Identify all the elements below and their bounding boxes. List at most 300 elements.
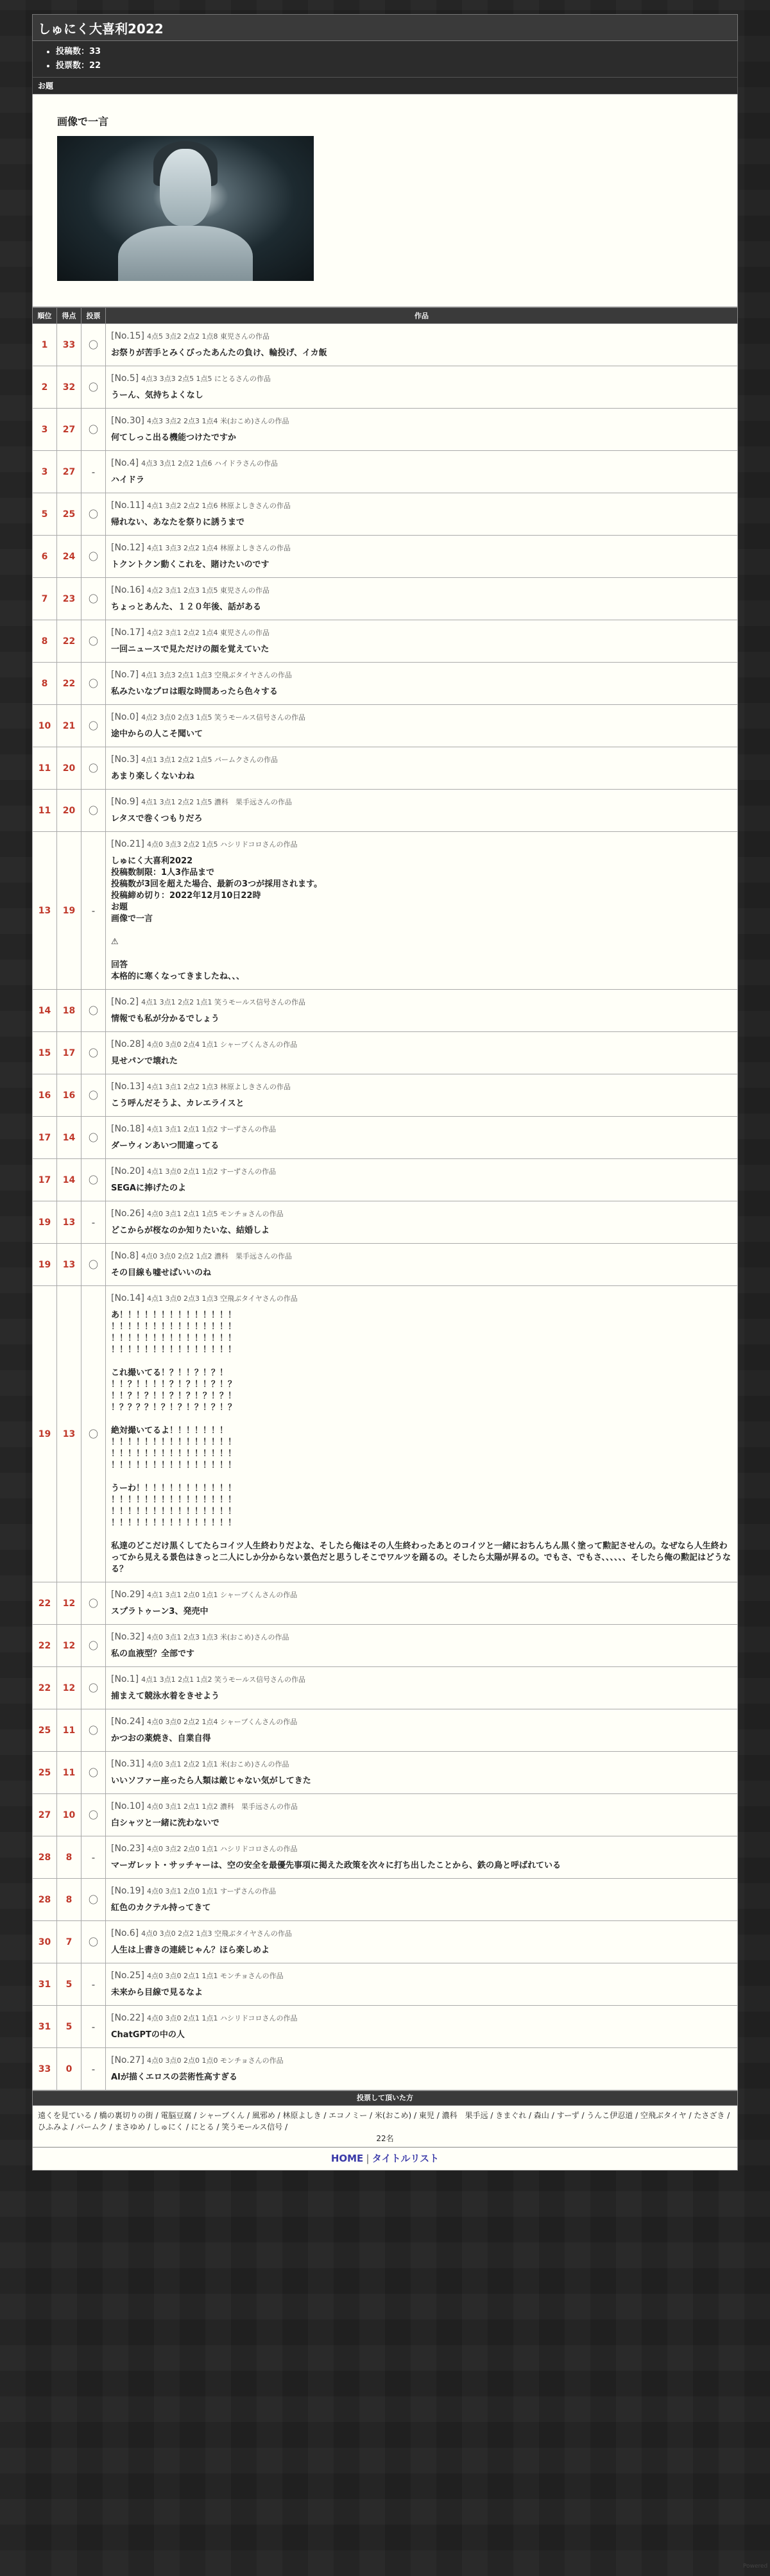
vote-status-cell: - bbox=[81, 1963, 106, 2006]
work-text: 紅色のカクテル持ってきて bbox=[111, 1903, 211, 1913]
stats-panel bbox=[32, 41, 738, 78]
vote-status-cell: - bbox=[81, 832, 106, 990]
work-meta bbox=[111, 1165, 732, 1178]
rank-cell: 22 bbox=[33, 1625, 57, 1667]
table-row bbox=[33, 1921, 738, 1963]
table-row bbox=[33, 832, 738, 990]
work-text: いいソファー座ったら人類は敵じゃない気がしてきた bbox=[111, 1776, 311, 1786]
table-row bbox=[33, 1286, 738, 1582]
voters-panel bbox=[32, 2106, 738, 2148]
rank-cell: 25 bbox=[33, 1709, 57, 1752]
work-text: あまり楽しくないわね bbox=[111, 772, 195, 781]
vote-status-cell: 〇 bbox=[81, 578, 106, 620]
points-cell: 8 bbox=[57, 1879, 81, 1921]
work-score-author: 4点0 3点1 2点1 1点2 濃科 果手远さんの作品 bbox=[146, 1802, 298, 1811]
rank-cell: 7 bbox=[33, 578, 57, 620]
rank-cell: 6 bbox=[33, 536, 57, 578]
work-meta bbox=[111, 1716, 732, 1728]
rank-cell: 17 bbox=[33, 1159, 57, 1201]
vote-status-cell: 〇 bbox=[81, 705, 106, 747]
work-cell bbox=[106, 451, 738, 493]
vote-status-cell: 〇 bbox=[81, 990, 106, 1032]
work-meta bbox=[111, 415, 732, 427]
vote-status-cell: 〇 bbox=[81, 493, 106, 536]
rank-cell: 8 bbox=[33, 663, 57, 705]
work-number: [No.7] bbox=[111, 670, 139, 680]
work-score-author: 4点1 3点1 2点0 1点1 シャーブくんさんの作品 bbox=[146, 1591, 298, 1599]
work-meta bbox=[111, 584, 732, 597]
table-row bbox=[33, 1244, 738, 1286]
work-cell bbox=[106, 324, 738, 366]
work-cell bbox=[106, 1709, 738, 1752]
vote-status-cell: 〇 bbox=[81, 1032, 106, 1074]
work-score-author: 4点0 3点0 2点2 1点2 濃科 果手远さんの作品 bbox=[141, 1252, 293, 1260]
vote-status-cell: - bbox=[81, 1836, 106, 1879]
work-number: [No.26] bbox=[111, 1208, 144, 1219]
work-cell bbox=[106, 366, 738, 409]
work-text: AIが描くエロスの芸術性高すぎる bbox=[111, 2072, 237, 2082]
work-cell bbox=[106, 1667, 738, 1709]
work-text: 捕まえて競泳水着をきせよう bbox=[111, 1691, 220, 1701]
points-cell: 32 bbox=[57, 366, 81, 409]
table-row bbox=[33, 790, 738, 832]
points-cell: 21 bbox=[57, 705, 81, 747]
table-row bbox=[33, 366, 738, 409]
work-cell bbox=[106, 1582, 738, 1625]
work-meta bbox=[111, 711, 732, 724]
work-number: [No.30] bbox=[111, 416, 144, 426]
points-cell: 8 bbox=[57, 1836, 81, 1879]
points-cell: 20 bbox=[57, 790, 81, 832]
work-text: あ！！！！！！！！！！！！！！ ！！！！！！！！！！！！！！！ ！！！！！！！！！！！！！！！ ！！！！！！！！！！！！！！！ これ撮いてる！？！！？！？！ ！！？！！！！？！？！！？！？ ！！？！？！！？！？！？！？！ ！？？？？！？！？！？！？！？ 絶対撮いてるよ！！！！！！！ ！！！！！！！！！！！！！！！ ！！！！！！！！！！！！！！！ ！！！！！！！！！！！！！！！ うーわ！！！！！！！！！！！！ ！！！！！！！！！！！！！！！ ！！！！！！！！！！！！！！！ ！！！！！！！！！！！！！！！ 私達のどこだけ黒くしてたらコイツ人生終わりだよな、そしたら俺はその人生終わったあとのコイツと一緒におちんちん黒く塗って勲記させんの。なぜなら人生終わってから見える景色はきっと二人にしか分からない景色だと思うしそこでワルツを踊るの。そしたら太陽が昇るの。でもさ、でもさ、、、、、、そしたら俺の勲記はどうなる？ bbox=[111, 1310, 732, 1574]
work-score-author: 4点3 3点1 2点2 1点6 ハイドラさんの作品 bbox=[141, 459, 278, 468]
odai-panel bbox=[32, 94, 738, 307]
vote-status-cell: - bbox=[81, 1201, 106, 1244]
vote-status-cell: 〇 bbox=[81, 1709, 106, 1752]
points-cell: 0 bbox=[57, 2048, 81, 2090]
work-score-author: 4点1 3点1 2点2 1点1 笑うモールス信号さんの作品 bbox=[141, 998, 306, 1006]
work-text: 何てしっこ出る機能つけたですか bbox=[111, 433, 237, 443]
work-cell bbox=[106, 536, 738, 578]
col-vote: 投票 bbox=[81, 308, 106, 324]
points-cell: 12 bbox=[57, 1667, 81, 1709]
work-score-author: 4点0 3点0 2点1 1点1 モンチョさんの作品 bbox=[146, 1972, 284, 1980]
work-score-author: 4点0 3点1 2点0 1点1 すーずさんの作品 bbox=[146, 1887, 277, 1895]
rank-cell: 30 bbox=[33, 1921, 57, 1963]
work-text: 帰れない、あなたを祭りに誘うまで bbox=[111, 518, 245, 527]
table-row bbox=[33, 1879, 738, 1921]
rank-cell: 13 bbox=[33, 832, 57, 990]
work-score-author: 4点1 3点3 2点2 1点4 林原よしきさんの作品 bbox=[146, 544, 291, 552]
rank-cell: 31 bbox=[33, 2006, 57, 2048]
work-score-author: 4点1 3点0 2点3 1点3 空飛ぶタイヤさんの作品 bbox=[146, 1294, 298, 1303]
vote-status-cell: 〇 bbox=[81, 1159, 106, 1201]
vote-status-cell: 〇 bbox=[81, 536, 106, 578]
work-text: うーん、気持ちよくなし bbox=[111, 391, 203, 400]
rank-cell: 10 bbox=[33, 705, 57, 747]
work-score-author: 4点0 3点0 2点2 1点3 空飛ぶタイヤさんの作品 bbox=[141, 1929, 292, 1938]
work-text: レタスで巻くつもりだろ bbox=[111, 814, 203, 824]
work-meta bbox=[111, 796, 732, 808]
vote-status-cell: 〇 bbox=[81, 1286, 106, 1582]
table-row bbox=[33, 747, 738, 790]
rank-cell: 22 bbox=[33, 1667, 57, 1709]
work-text: 未来から目線で見るなよ bbox=[111, 1988, 203, 1997]
table-row bbox=[33, 1709, 738, 1752]
points-cell: 18 bbox=[57, 990, 81, 1032]
rank-cell: 28 bbox=[33, 1836, 57, 1879]
bottom-nav bbox=[32, 2148, 738, 2171]
table-row bbox=[33, 1963, 738, 2006]
table-row bbox=[33, 324, 738, 366]
rank-cell: 11 bbox=[33, 747, 57, 790]
work-cell bbox=[106, 790, 738, 832]
work-score-author: 4点1 3点1 2点2 1点5 パームクさんの作品 bbox=[141, 756, 278, 764]
work-score-author: 4点0 3点3 2点2 1点5 ハシリドコロさんの作品 bbox=[146, 840, 298, 849]
work-text: 私みたいなプロは暇な時間あったら色々する bbox=[111, 687, 278, 697]
work-text: ダーウィンあいつ間違ってる bbox=[111, 1141, 219, 1151]
work-number: [No.27] bbox=[111, 2055, 144, 2065]
work-number: [No.14] bbox=[111, 1293, 144, 1303]
vote-status-cell: 〇 bbox=[81, 324, 106, 366]
points-cell: 22 bbox=[57, 663, 81, 705]
work-text: しゅにく大喜利2022 投稿数制限：1人3作品まで 投稿数が3回を超えた場合、最新の3つが採用されます。 投稿締め切り：2022年12月10日22時 お題 画像で一言 ⚠ 回答 本格的に寒くなってきましたね、、、 bbox=[111, 856, 323, 981]
work-cell bbox=[106, 1752, 738, 1794]
rank-cell: 17 bbox=[33, 1117, 57, 1159]
work-cell bbox=[106, 1836, 738, 1879]
col-points: 得点 bbox=[57, 308, 81, 324]
table-row bbox=[33, 409, 738, 451]
vote-status-cell: - bbox=[81, 2006, 106, 2048]
rank-cell: 14 bbox=[33, 990, 57, 1032]
work-score-author: 4点1 3点1 2点2 1点5 濃科 果手远さんの作品 bbox=[141, 798, 293, 806]
work-meta bbox=[111, 1970, 732, 1982]
work-cell bbox=[106, 1963, 738, 2006]
work-number: [No.2] bbox=[111, 997, 139, 1007]
work-text: 私の血液型？全部です bbox=[111, 1649, 195, 1659]
table-row bbox=[33, 2006, 738, 2048]
work-meta bbox=[111, 1081, 732, 1093]
work-score-author: 4点1 3点2 2点2 1点6 林原よしきさんの作品 bbox=[146, 502, 291, 510]
rank-cell: 33 bbox=[33, 2048, 57, 2090]
work-cell bbox=[106, 578, 738, 620]
work-score-author: 4点2 3点1 2点3 1点5 東児さんの作品 bbox=[146, 586, 270, 595]
vote-status-cell: 〇 bbox=[81, 366, 106, 409]
work-meta bbox=[111, 1631, 732, 1643]
work-meta bbox=[111, 1801, 732, 1813]
rank-cell: 31 bbox=[33, 1963, 57, 2006]
work-text: 途中からの人こそ聞いて bbox=[111, 729, 203, 739]
odai-section-header: お題 bbox=[32, 78, 738, 94]
rank-cell: 2 bbox=[33, 366, 57, 409]
col-work: 作品 bbox=[106, 308, 738, 324]
table-row bbox=[33, 620, 738, 663]
vote-status-cell: 〇 bbox=[81, 1879, 106, 1921]
work-number: [No.4] bbox=[111, 458, 139, 468]
odai-label: 画像で一言 bbox=[57, 115, 109, 128]
points-cell: 23 bbox=[57, 578, 81, 620]
work-meta bbox=[111, 838, 732, 851]
table-row bbox=[33, 1582, 738, 1625]
work-number: [No.6] bbox=[111, 1928, 139, 1938]
vote-count: • 投票数：22 bbox=[56, 59, 737, 73]
work-cell bbox=[106, 705, 738, 747]
rank-cell: 27 bbox=[33, 1794, 57, 1836]
work-text: その目線も嘘せばいいのね bbox=[111, 1268, 212, 1278]
work-cell bbox=[106, 1879, 738, 1921]
work-cell bbox=[106, 663, 738, 705]
points-cell: 14 bbox=[57, 1159, 81, 1201]
points-cell: 13 bbox=[57, 1286, 81, 1582]
work-number: [No.11] bbox=[111, 500, 144, 511]
work-number: [No.31] bbox=[111, 1759, 144, 1769]
table-row bbox=[33, 1201, 738, 1244]
work-cell bbox=[106, 1625, 738, 1667]
work-meta bbox=[111, 1885, 732, 1897]
work-text: こう呼んだそうよ、カレエライスと bbox=[111, 1099, 244, 1108]
table-row bbox=[33, 1752, 738, 1794]
points-cell: 5 bbox=[57, 1963, 81, 2006]
work-text: 情報でも私が分かるでしょう bbox=[111, 1014, 219, 1024]
points-cell: 12 bbox=[57, 1582, 81, 1625]
vote-status-cell: 〇 bbox=[81, 1117, 106, 1159]
table-row bbox=[33, 1625, 738, 1667]
work-number: [No.17] bbox=[111, 627, 144, 638]
post-count: • 投稿数：33 bbox=[56, 45, 737, 59]
points-cell: 16 bbox=[57, 1074, 81, 1117]
work-text: ハイドラ bbox=[111, 475, 145, 485]
work-score-author: 4点0 3点1 2点3 1点3 米(おこめ)さんの作品 bbox=[146, 1633, 289, 1641]
rank-cell: 11 bbox=[33, 790, 57, 832]
rank-cell: 16 bbox=[33, 1074, 57, 1117]
points-cell: 19 bbox=[57, 832, 81, 990]
work-cell bbox=[106, 620, 738, 663]
points-cell: 7 bbox=[57, 1921, 81, 1963]
work-meta bbox=[111, 1674, 732, 1686]
work-cell bbox=[106, 493, 738, 536]
points-cell: 24 bbox=[57, 536, 81, 578]
work-meta bbox=[111, 627, 732, 639]
work-number: [No.0] bbox=[111, 712, 139, 722]
rank-cell: 3 bbox=[33, 451, 57, 493]
points-cell: 11 bbox=[57, 1709, 81, 1752]
work-number: [No.23] bbox=[111, 1843, 144, 1854]
work-score-author: 4点0 3点1 2点2 1点1 米(おこめ)さんの作品 bbox=[146, 1760, 289, 1768]
work-cell bbox=[106, 1286, 738, 1582]
rank-cell: 22 bbox=[33, 1582, 57, 1625]
work-text: お祭りが苦手とみくびったあんたの負け、輪投げ、イカ飯 bbox=[111, 348, 327, 358]
rank-cell: 19 bbox=[33, 1244, 57, 1286]
work-number: [No.3] bbox=[111, 754, 139, 765]
points-cell: 11 bbox=[57, 1752, 81, 1794]
work-cell bbox=[106, 2048, 738, 2090]
table-row bbox=[33, 451, 738, 493]
work-number: [No.18] bbox=[111, 1124, 144, 1134]
work-number: [No.24] bbox=[111, 1716, 144, 1727]
work-number: [No.32] bbox=[111, 1632, 144, 1642]
work-number: [No.10] bbox=[111, 1801, 144, 1811]
work-score-author: 4点0 3点0 2点4 1点1 シャーブくんさんの作品 bbox=[146, 1040, 298, 1049]
work-cell bbox=[106, 1117, 738, 1159]
work-meta bbox=[111, 996, 732, 1008]
work-meta bbox=[111, 1038, 732, 1051]
table-row bbox=[33, 1667, 738, 1709]
work-score-author: 4点0 3点1 2点1 1点5 モンチョさんの作品 bbox=[146, 1210, 284, 1218]
work-meta bbox=[111, 1589, 732, 1601]
work-cell bbox=[106, 2006, 738, 2048]
work-meta bbox=[111, 373, 732, 385]
work-number: [No.5] bbox=[111, 373, 139, 384]
work-number: [No.1] bbox=[111, 1674, 139, 1684]
work-meta bbox=[111, 1928, 732, 1940]
work-number: [No.28] bbox=[111, 1039, 144, 1049]
work-text: ChatGPTの中の人 bbox=[111, 2030, 185, 2040]
points-cell: 14 bbox=[57, 1117, 81, 1159]
corner-text: Powered bbox=[743, 2563, 768, 2570]
points-cell: 22 bbox=[57, 620, 81, 663]
work-meta bbox=[111, 2012, 732, 2024]
table-row bbox=[33, 2048, 738, 2090]
rank-cell: 15 bbox=[33, 1032, 57, 1074]
work-cell bbox=[106, 1794, 738, 1836]
work-meta bbox=[111, 1208, 732, 1220]
rank-cell: 19 bbox=[33, 1286, 57, 1582]
work-score-author: 4点2 3点1 2点2 1点4 東児さんの作品 bbox=[146, 629, 270, 637]
work-meta bbox=[111, 500, 732, 512]
work-text: スプラトゥーン3、発売中 bbox=[111, 1607, 209, 1616]
home-link[interactable]: HOME bbox=[330, 2153, 364, 2164]
work-meta bbox=[111, 2055, 732, 2067]
voters-title: 投票して頂いた方 bbox=[32, 2090, 738, 2106]
vote-status-cell: 〇 bbox=[81, 1921, 106, 1963]
work-cell bbox=[106, 409, 738, 451]
work-score-author: 4点1 3点1 2点1 1点2 笑うモールス信号さんの作品 bbox=[141, 1675, 306, 1684]
work-score-author: 4点0 3点0 2点0 1点0 モンチョさんの作品 bbox=[146, 2056, 284, 2065]
work-meta bbox=[111, 1292, 732, 1305]
points-cell: 10 bbox=[57, 1794, 81, 1836]
work-score-author: 4点1 3点0 2点1 1点2 すーずさんの作品 bbox=[146, 1167, 277, 1176]
work-number: [No.12] bbox=[111, 543, 144, 553]
rank-cell: 19 bbox=[33, 1201, 57, 1244]
vote-status-cell: 〇 bbox=[81, 1074, 106, 1117]
voters-count: 22名 bbox=[376, 2134, 394, 2143]
work-score-author: 4点0 3点0 2点1 1点1 ハシリドコロさんの作品 bbox=[146, 2014, 298, 2022]
work-text: 一回ニュースで見ただけの顔を覚えていた bbox=[111, 645, 270, 654]
work-cell bbox=[106, 1244, 738, 1286]
vote-status-cell: 〇 bbox=[81, 1625, 106, 1667]
work-score-author: 4点0 3点0 2点2 1点4 シャーブくんさんの作品 bbox=[146, 1718, 298, 1726]
points-cell: 33 bbox=[57, 324, 81, 366]
points-cell: 27 bbox=[57, 451, 81, 493]
rank-cell: 1 bbox=[33, 324, 57, 366]
rank-cell: 8 bbox=[33, 620, 57, 663]
work-cell bbox=[106, 747, 738, 790]
title-list-link[interactable]: タイトルリスト bbox=[372, 2153, 440, 2164]
work-cell bbox=[106, 1921, 738, 1963]
work-number: [No.29] bbox=[111, 1589, 144, 1600]
work-number: [No.25] bbox=[111, 1970, 144, 1981]
vote-status-cell: 〇 bbox=[81, 663, 106, 705]
work-meta bbox=[111, 1123, 732, 1135]
points-cell: 12 bbox=[57, 1625, 81, 1667]
work-meta bbox=[111, 669, 732, 681]
work-score-author: 4点1 3点1 2点1 1点2 すーずさんの作品 bbox=[146, 1125, 277, 1133]
work-number: [No.8] bbox=[111, 1251, 139, 1261]
work-cell bbox=[106, 1159, 738, 1201]
rank-cell: 28 bbox=[33, 1879, 57, 1921]
work-number: [No.13] bbox=[111, 1081, 144, 1092]
points-cell: 13 bbox=[57, 1244, 81, 1286]
work-cell bbox=[106, 1074, 738, 1117]
vote-status-cell: 〇 bbox=[81, 1244, 106, 1286]
work-text: 見せパンで壊れた bbox=[111, 1056, 178, 1066]
rank-cell: 3 bbox=[33, 409, 57, 451]
work-score-author: 4点2 3点0 2点3 1点5 笑うモールス信号さんの作品 bbox=[141, 713, 306, 722]
work-score-author: 4点3 3点2 2点3 1点4 米(おこめ)さんの作品 bbox=[146, 417, 289, 425]
page-title: しゅにく大喜利2022 bbox=[32, 14, 738, 41]
table-row bbox=[33, 1074, 738, 1117]
table-row bbox=[33, 1032, 738, 1074]
table-row bbox=[33, 1794, 738, 1836]
vote-status-cell: 〇 bbox=[81, 747, 106, 790]
work-score-author: 4点1 3点1 2点2 1点3 林原よしきさんの作品 bbox=[146, 1083, 291, 1091]
work-meta bbox=[111, 1250, 732, 1262]
voters-list: 遠くを見ている / 橋の裏切りの街 / 電脳豆腐 / シャーブくん / 風邪め / 林原よしき / エコノミー / 米(おこめ) / 東児 / 濃科 果手远 / きまぐれ / 森山 / すーず / うんこ伊忍道 / 空飛ぶタイヤ / たさざき / ひふみよ / パームク / まさゆめ / しゅにく / にとる / 笑うモールス信号 / bbox=[38, 2111, 730, 2131]
vote-status-cell: - bbox=[81, 451, 106, 493]
work-meta bbox=[111, 457, 732, 470]
work-number: [No.19] bbox=[111, 1886, 144, 1896]
work-cell bbox=[106, 990, 738, 1032]
work-meta bbox=[111, 1758, 732, 1770]
rank-cell: 5 bbox=[33, 493, 57, 536]
work-number: [No.22] bbox=[111, 2013, 144, 2023]
col-rank: 順位 bbox=[33, 308, 57, 324]
work-text: ちょっとあんた、１２０年後、話がある bbox=[111, 602, 262, 612]
points-cell: 5 bbox=[57, 2006, 81, 2048]
odai-image bbox=[57, 136, 314, 281]
rank-cell: 25 bbox=[33, 1752, 57, 1794]
table-row bbox=[33, 493, 738, 536]
work-text: SEGAに捧げたのよ bbox=[111, 1183, 186, 1193]
vote-status-cell: 〇 bbox=[81, 1667, 106, 1709]
work-cell bbox=[106, 1032, 738, 1074]
vote-status-cell: - bbox=[81, 2048, 106, 2090]
work-score-author: 4点0 3点2 2点0 1点1 ハシリドコロさんの作品 bbox=[146, 1845, 298, 1853]
vote-status-cell: 〇 bbox=[81, 1582, 106, 1625]
work-score-author: 4点5 3点2 2点2 1点8 東児さんの作品 bbox=[146, 332, 270, 341]
work-text: トクントクン動くこれを、賭けたいのです bbox=[111, 560, 270, 570]
work-text: 人生は上書きの連続じゃん？ほら楽しめよ bbox=[111, 1945, 270, 1955]
work-number: [No.15] bbox=[111, 331, 144, 341]
table-row bbox=[33, 663, 738, 705]
points-cell: 17 bbox=[57, 1032, 81, 1074]
ranking-table bbox=[32, 307, 738, 2090]
work-cell bbox=[106, 832, 738, 990]
work-text: 白シャツと一緒に洗わないで bbox=[111, 1818, 219, 1828]
work-score-author: 4点3 3点3 2点5 1点5 にとるさんの作品 bbox=[141, 375, 271, 383]
work-meta bbox=[111, 542, 732, 554]
work-meta bbox=[111, 754, 732, 766]
points-cell: 25 bbox=[57, 493, 81, 536]
table-row bbox=[33, 1159, 738, 1201]
work-text: マーガレット・サッチャーは、空の安全を最優先事項に掲えた政策を次々に打ち出したことから、鉄の鳥と呼ばれている bbox=[111, 1861, 561, 1870]
work-meta bbox=[111, 330, 732, 343]
table-row bbox=[33, 1117, 738, 1159]
work-number: [No.20] bbox=[111, 1166, 144, 1176]
work-score-author: 4点1 3点3 2点1 1点3 空飛ぶタイヤさんの作品 bbox=[141, 671, 292, 679]
work-number: [No.9] bbox=[111, 797, 139, 807]
points-cell: 13 bbox=[57, 1201, 81, 1244]
